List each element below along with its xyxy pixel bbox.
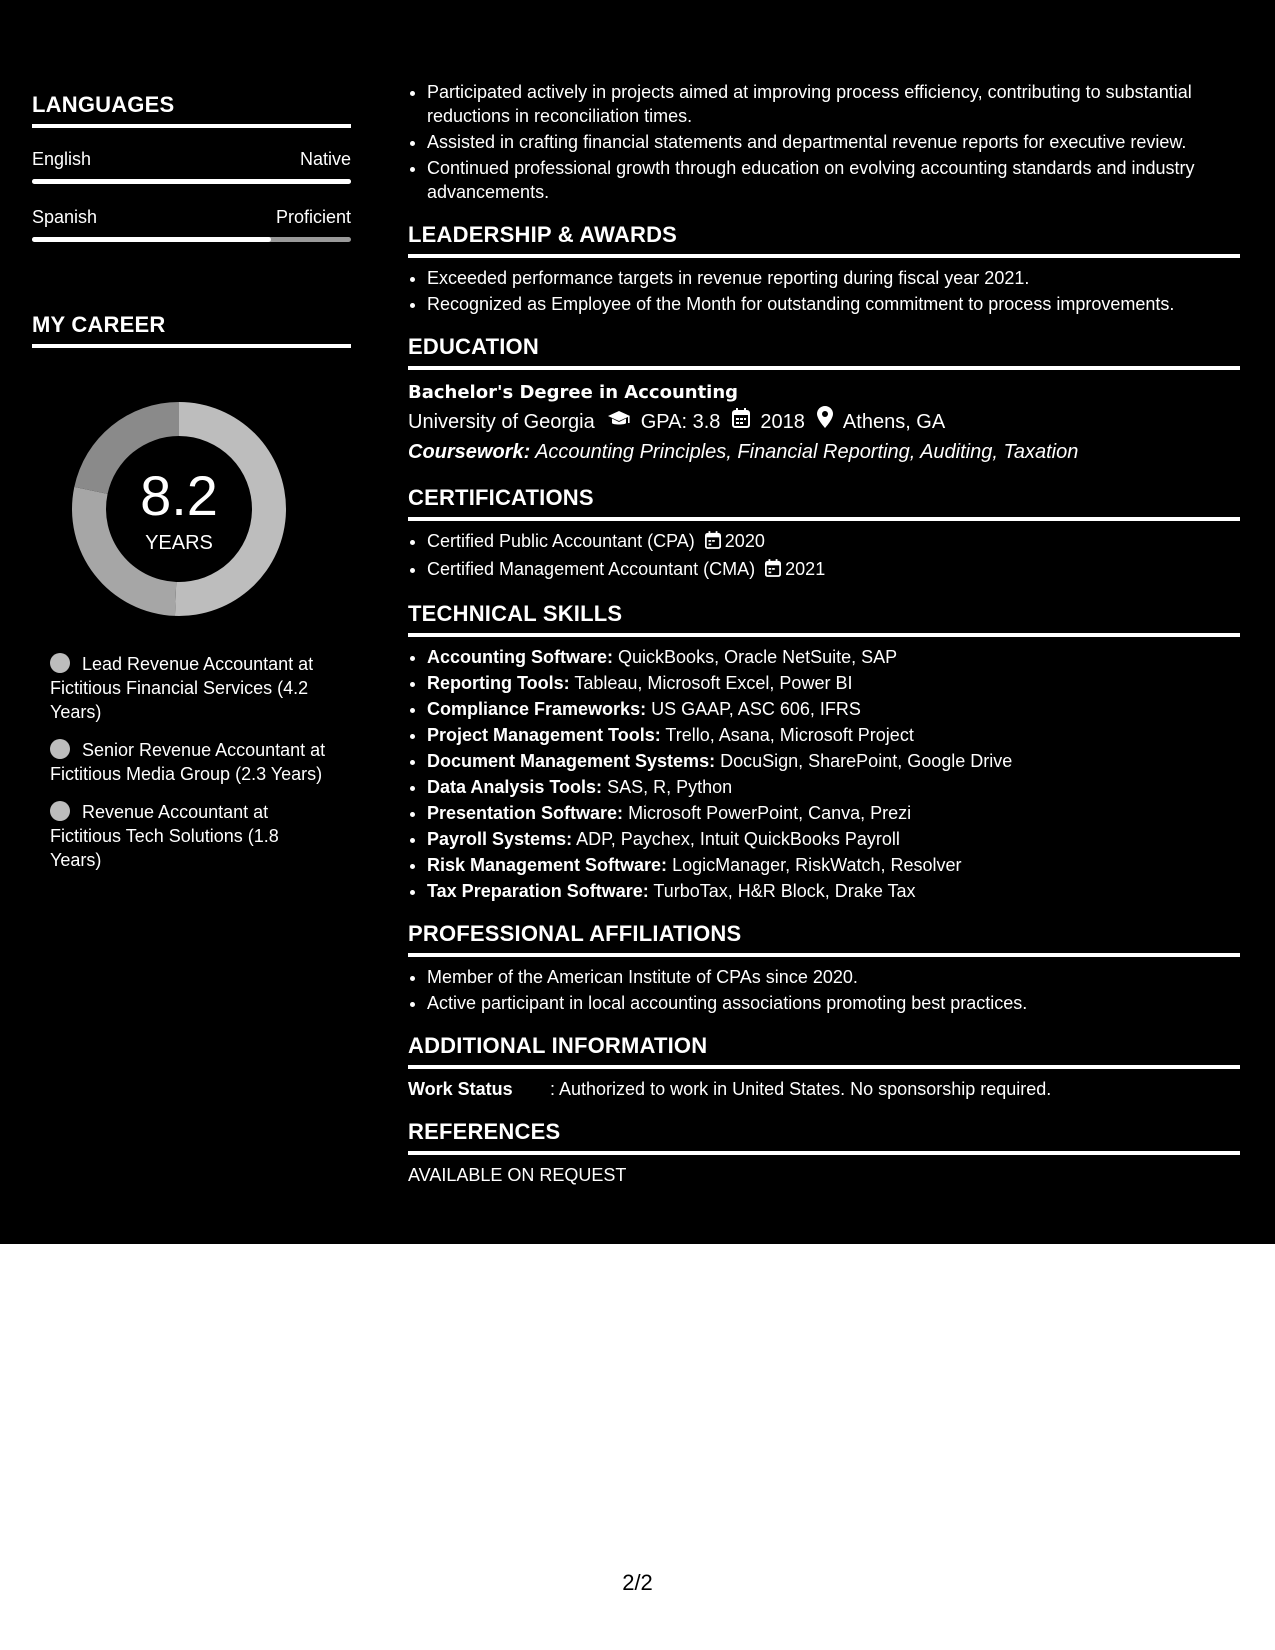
skill-item: [427, 853, 1240, 877]
skill-item: [427, 697, 1240, 721]
skill-category: Compliance Frameworks:: [427, 699, 647, 719]
experience-bullet: • Participated actively in projects aimed at improving process efficiency, contributing to substantial reductions in reconciliation times.: [427, 80, 1240, 128]
language-name: Spanish: [32, 207, 98, 227]
career-role-item: [50, 800, 332, 872]
skill-category: Reporting Tools:: [427, 673, 570, 693]
skill-values: US GAAP, ASC 606, IFRS: [651, 699, 861, 719]
experience-bullet: • Continued professional growth through education on evolving accounting standards and industry advancements.: [427, 156, 1240, 204]
career-role-item: [50, 652, 332, 724]
skill-item: [427, 801, 1240, 825]
experience-bullets: [408, 80, 1240, 204]
skill-category: Accounting Software:: [427, 647, 614, 667]
coursework: [408, 437, 1240, 467]
certification-name: Certified Management Accountant (CMA): [427, 559, 756, 579]
language-level: Native: [299, 149, 351, 169]
graduation-year: 2018: [760, 410, 805, 433]
work-status-label: Work Status: [408, 1079, 513, 1099]
legend-dot-icon: [50, 739, 70, 759]
legend-dot-icon: [50, 801, 70, 821]
language-name: English: [32, 149, 92, 169]
leadership-item: • Exceeded performance targets in revenue reporting during fiscal year 2021.: [427, 266, 1240, 290]
skill-values: Trello, Asana, Microsoft Project: [665, 725, 914, 745]
calendar-icon: [765, 559, 781, 583]
education-details: [408, 406, 1240, 437]
skill-category: Payroll Systems:: [427, 829, 573, 849]
certification-year: 2020: [724, 531, 765, 551]
gpa: GPA: 3.8: [640, 410, 721, 433]
skills-title: TECHNICAL SKILLS: [408, 601, 1240, 637]
leadership-item: • Recognized as Employee of the Month for outstanding commitment to process improvements.: [427, 292, 1240, 316]
degree-name: Bachelor's Degree in Accounting: [408, 382, 739, 403]
work-status-value: : Authorized to work in United States. No sponsorship required.: [550, 1079, 1052, 1099]
skill-values: Tableau, Microsoft Excel, Power BI: [574, 673, 853, 693]
page-number: 2/2: [622, 1570, 653, 1595]
references-text: AVAILABLE ON REQUEST: [408, 1165, 627, 1185]
map-pin-icon: [817, 406, 833, 437]
skill-values: DocuSign, SharePoint, Google Drive: [720, 751, 1013, 771]
skill-item: [427, 827, 1240, 851]
certification-name: Certified Public Accountant (CPA): [427, 531, 695, 551]
skill-item: [427, 879, 1240, 903]
skill-values: TurboTax, H&R Block, Drake Tax: [653, 881, 916, 901]
certifications-list: [408, 529, 1240, 583]
language-proficiency-fill: [32, 237, 271, 242]
skill-values: Microsoft PowerPoint, Canva, Prezi: [628, 803, 912, 823]
experience-bullet: • Assisted in crafting financial statements and departmental revenue reports for executive review.: [427, 130, 1240, 154]
education-title: EDUCATION: [408, 334, 1240, 370]
language-level: Proficient: [275, 207, 351, 227]
references-title: REFERENCES: [408, 1119, 1240, 1155]
languages-title: LANGUAGES: [32, 92, 351, 128]
education-entry: [408, 380, 1240, 467]
language-proficiency-bar: [32, 237, 351, 242]
skills-list: [408, 645, 1240, 903]
leadership-list: [408, 266, 1240, 316]
certifications-title: CERTIFICATIONS: [408, 485, 1240, 521]
career-total-years: 8.2: [140, 464, 218, 527]
skill-category: Document Management Systems:: [427, 751, 716, 771]
career-role-list: [50, 652, 332, 872]
leadership-title: LEADERSHIP & AWARDS: [408, 222, 1240, 258]
school-location: Athens, GA: [842, 410, 946, 433]
calendar-icon: [732, 407, 750, 437]
skill-category: Presentation Software:: [427, 803, 624, 823]
graduation-cap-icon: [607, 407, 631, 437]
career-role-label: Lead Revenue Accountant at Fictitious Financial Services (4.2 Years): [50, 654, 314, 722]
career-donut-chart: [64, 394, 294, 624]
career-role-label: Revenue Accountant at Fictitious Tech Solutions (1.8 Years): [50, 802, 279, 870]
coursework-label: Coursework:: [408, 441, 531, 463]
skill-values: LogicManager, RiskWatch, Resolver: [672, 855, 962, 875]
skill-category: Data Analysis Tools:: [427, 777, 603, 797]
language-item: [32, 206, 351, 242]
skill-category: Project Management Tools:: [427, 725, 661, 745]
affiliation-item: • Member of the American Institute of CPAs since 2020.: [427, 965, 1240, 989]
skill-item: [427, 723, 1240, 747]
affiliation-item: • Active participant in local accounting associations promoting best practices.: [427, 991, 1240, 1015]
sidebar: [32, 92, 351, 886]
career-role-label: Senior Revenue Accountant at Fictitious Media Group (2.3 Years): [50, 740, 326, 784]
skill-category: Tax Preparation Software:: [427, 881, 649, 901]
career-role-item: [50, 738, 332, 786]
skill-values: QuickBooks, Oracle NetSuite, SAP: [618, 647, 898, 667]
main-content: [408, 80, 1240, 1187]
career-title: MY CAREER: [32, 312, 351, 348]
certification-item: [427, 557, 1240, 583]
calendar-icon: [705, 531, 721, 555]
career-total-unit: YEARS: [145, 532, 213, 554]
school-name: University of Georgia: [408, 410, 595, 433]
affiliations-title: PROFESSIONAL AFFILIATIONS: [408, 921, 1240, 957]
language-proficiency-bar: [32, 179, 351, 184]
certification-year: 2021: [785, 559, 826, 579]
coursework-list: Accounting Principles, Financial Reporting, Auditing, Taxation: [535, 441, 1079, 463]
skill-item: [427, 749, 1240, 773]
language-item: [32, 148, 351, 184]
skill-category: Risk Management Software:: [427, 855, 668, 875]
certification-item: [427, 529, 1240, 555]
skill-item: [427, 645, 1240, 669]
skill-item: [427, 671, 1240, 695]
language-proficiency-fill: [32, 179, 351, 184]
additional-info-title: ADDITIONAL INFORMATION: [408, 1033, 1240, 1069]
skill-values: ADP, Paychex, Intuit QuickBooks Payroll: [576, 829, 900, 849]
skill-values: SAS, R, Python: [607, 777, 733, 797]
legend-dot-icon: [50, 653, 70, 673]
work-status-row: [408, 1077, 1240, 1101]
skill-item: [427, 775, 1240, 799]
affiliations-list: [408, 965, 1240, 1015]
